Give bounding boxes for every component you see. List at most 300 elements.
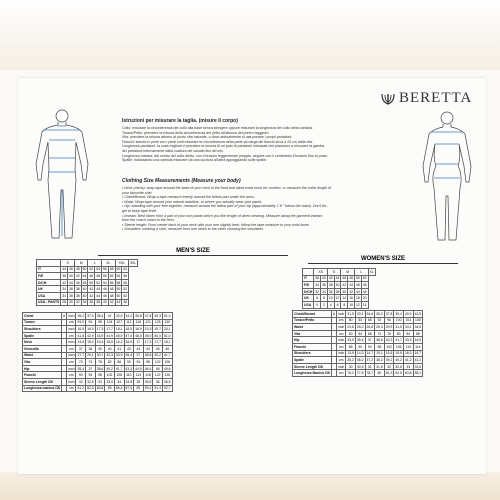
table-cell: 33 — [403, 363, 413, 370]
italian-instructions-title: Istruzioni per misurare la taglia. (misure il corpo) — [122, 118, 238, 124]
table-cell: 106 — [164, 359, 171, 364]
table-cell: 32,5 — [87, 379, 94, 384]
table-row — [23, 313, 173, 320]
table-cell: M — [341, 269, 355, 276]
table-cell: 49,3 — [154, 313, 161, 318]
table-cell: 43 — [134, 345, 144, 352]
row-label: D/CH — [304, 289, 313, 294]
table-cell: 96 — [384, 317, 394, 324]
table-cell: 40 — [82, 287, 87, 292]
table-cell: 50 — [116, 293, 121, 298]
table-cell: 86 — [346, 343, 356, 350]
table-cell: 45,8 — [135, 313, 142, 318]
table-cell: 106 — [116, 373, 123, 378]
table-cell: A — [62, 313, 66, 318]
table-cell: 82 — [105, 359, 115, 366]
table-cell: 10 — [328, 296, 333, 301]
table-cell: 50 — [82, 267, 87, 272]
table-cell: 40,2 — [395, 357, 402, 362]
table-cell: 39,2 — [385, 357, 393, 362]
table-cell: 0 — [314, 301, 321, 308]
english-line: • Hip: standing with your feet together, measure around the fullest part of your hip (approximately 7-8 " below the waist). Don't for- — [122, 204, 328, 209]
row-label: Sleeve Length CB — [23, 378, 62, 385]
english-line: get to keep tape level. — [122, 208, 158, 213]
table-cell: 48 — [75, 267, 80, 272]
table-cell: 2 — [321, 301, 328, 308]
table-cell: 52 — [123, 287, 128, 292]
table-cell: 98 — [95, 319, 105, 326]
table-cell: 18,1 — [163, 340, 171, 345]
table-cell: 102 — [106, 373, 113, 378]
table-cell: 130 — [164, 320, 171, 325]
table-cell: 86,4 — [115, 386, 123, 391]
english-line: your favourite shirt. — [122, 190, 153, 195]
table-cell: inch — [338, 351, 345, 356]
table-cell: A — [332, 311, 336, 316]
table-cell: 12 — [335, 296, 340, 301]
table-cell: 16,6 — [125, 340, 133, 345]
table-cell: 81,3 — [385, 371, 393, 376]
row-label: Fianchi — [23, 372, 62, 379]
table-row — [23, 385, 173, 392]
table-cell: 38,6 — [144, 353, 152, 358]
table-row — [37, 299, 138, 306]
table-cell: 121 — [145, 320, 151, 325]
table-cell: cm — [67, 372, 76, 379]
table-cell: 32,5 — [395, 364, 402, 369]
table-cell: 38 — [335, 289, 340, 294]
table-cell: 90 — [355, 343, 365, 350]
table-row — [303, 275, 376, 282]
table-cell: 80 — [375, 370, 385, 377]
table-cell: 14 — [362, 302, 367, 307]
table-cell: 36 — [69, 293, 73, 298]
table-cell: 82,6 — [87, 386, 94, 391]
row-label: UK — [303, 295, 314, 302]
table-cell: 35,4 — [356, 338, 364, 343]
female-body-figure — [410, 108, 484, 248]
table-cell: 84 — [355, 317, 365, 324]
table-cell: 36,2 — [376, 311, 383, 316]
table-cell: 42,2 — [414, 357, 422, 362]
table-cell: 44,9 — [106, 333, 113, 338]
table-cell: 40,2 — [385, 338, 393, 343]
row-label: Hip — [293, 337, 332, 344]
table-cell: inch — [68, 340, 75, 345]
table-cell: 94 — [134, 359, 144, 366]
table-cell: 33,1 — [356, 311, 364, 316]
table-cell: 50 — [116, 287, 121, 292]
table-row — [23, 372, 173, 379]
table-cell: 42 — [124, 345, 134, 352]
table-cell: 44 — [116, 300, 121, 305]
table-cell: 38 — [75, 293, 80, 298]
table-cell: 42 — [89, 287, 94, 292]
table-cell: cm — [67, 345, 76, 352]
table-cell: 38 — [62, 273, 67, 278]
table-cell: 56 — [123, 273, 128, 278]
table-cell: 85 — [105, 385, 115, 392]
table-cell: 32 — [384, 363, 394, 370]
table-cell: 37,2 — [366, 357, 374, 362]
table-cell: 62 — [123, 267, 128, 272]
table-cell: 77,5 — [356, 371, 364, 376]
table-cell: 18 — [355, 296, 360, 301]
table-cell: 36 — [322, 282, 326, 287]
english-line: • Sleeve length: From center back of your neck with your arm slightly bent, follow the tape measure to your wrist bone. — [122, 222, 310, 227]
table-cell: 17,7 — [106, 326, 113, 331]
table-cell: 116 — [134, 319, 144, 326]
table-cell: 36,2 — [356, 357, 364, 362]
table-cell: XXL — [115, 260, 129, 267]
table-row — [23, 352, 173, 359]
table-cell: 34 — [82, 300, 87, 305]
table-cell: 86 — [114, 359, 124, 366]
row-label: USA - PANTS — [38, 300, 60, 305]
table-cell: 41 — [114, 345, 124, 352]
table-cell: cm — [67, 332, 76, 339]
table-cell: 44 — [69, 280, 73, 285]
table-cell: 14 — [342, 296, 347, 301]
womens-size-title: WOMEN'S SIZE — [308, 256, 458, 264]
table-cell: 40 — [342, 289, 347, 294]
size-header-row — [37, 260, 138, 267]
table-cell: 35,2 — [77, 313, 85, 318]
table-cell: 44 — [96, 293, 100, 298]
table-row — [293, 357, 423, 364]
table-cell: 74 — [86, 359, 96, 366]
table-cell: 54 — [96, 267, 100, 272]
table-cell: 38,6 — [96, 366, 104, 371]
table-cell: 23,6 — [347, 324, 354, 329]
table-cell: 17,3 — [96, 326, 104, 331]
table-cell: 90,2 — [144, 386, 152, 391]
row-label — [303, 269, 314, 276]
table-cell: 44,9 — [135, 366, 142, 371]
table-cell: 80 — [346, 317, 356, 324]
table-cell: XS — [314, 269, 328, 276]
table-cell: 49,6 — [163, 366, 171, 371]
table-cell: 32 — [315, 289, 320, 294]
italian-bullet: Lunghezza pantaloni: la cosa migliore è prendere la misura di un paio di pantaloni indossati che piacciono a misurare la gamba — [122, 144, 324, 149]
size-chart-card — [18, 78, 486, 474]
table-cell: 51,3 — [163, 313, 171, 318]
table-cell: 19,3 — [144, 326, 152, 331]
table-cell: 58 — [116, 280, 121, 285]
table-cell: 42 — [62, 280, 67, 285]
table-cell: 30,5 — [356, 364, 364, 369]
table-cell: cm — [67, 319, 76, 326]
table-cell: 42 — [342, 282, 347, 287]
table-cell: 34 — [322, 289, 326, 294]
table-cell: 10 — [349, 302, 353, 307]
table-cell: 48 — [153, 365, 163, 372]
table-cell: 60 — [346, 330, 356, 337]
table-cell: 106 — [395, 344, 402, 349]
row-label: Hip — [23, 365, 62, 372]
table-cell: inch — [338, 338, 345, 343]
table-cell: 58 — [109, 267, 114, 272]
table-cell: 48 — [349, 276, 353, 281]
table-cell: 48 — [82, 280, 87, 285]
table-cell: 48,0 — [135, 333, 142, 338]
bottom-band — [0, 472, 500, 500]
row-label: Vita — [23, 359, 62, 366]
row-label: Waist — [293, 324, 332, 331]
table-cell: 43,3 — [404, 338, 412, 343]
table-cell: 56 — [109, 280, 114, 285]
table-row — [37, 286, 138, 293]
table-row — [293, 350, 423, 357]
table-cell: 78,7 — [366, 371, 374, 376]
brand-logo — [380, 90, 472, 107]
table-cell: 3XL — [130, 260, 137, 265]
table-cell: 35,2 — [347, 357, 354, 362]
table-cell: 46 — [162, 345, 172, 352]
table-cell: 41,2 — [404, 357, 412, 362]
table-cell: 40,9 — [404, 311, 412, 316]
table-cell: 68 — [365, 330, 375, 337]
table-cell: 38,2 — [376, 357, 383, 362]
male-body-figure — [22, 106, 102, 246]
italian-bullet: dei pantaloni internamente dalla cucitura del cavallo fino all'orlo. — [122, 148, 224, 153]
table-cell: 41,7 — [395, 338, 402, 343]
table-cell: 34,6 — [366, 311, 374, 316]
table-cell: inch — [68, 366, 75, 371]
table-row — [23, 345, 173, 352]
table-cell: 42,5 — [414, 311, 422, 316]
table-cell: XL — [101, 260, 115, 267]
table-cell: 41 — [105, 313, 115, 320]
table-cell: 52 — [109, 273, 114, 278]
table-cell: 16,7 — [414, 351, 422, 356]
table-cell: 94 — [365, 343, 375, 350]
table-cell: 90 — [76, 372, 86, 379]
row-label: Shoulders — [23, 326, 62, 333]
table-cell: 80 — [394, 330, 404, 337]
table-cell: 40 — [322, 276, 326, 281]
table-cell: 52 — [96, 280, 100, 285]
table-cell: 12 — [355, 302, 360, 307]
table-cell: 47,8 — [144, 313, 152, 318]
table-row — [23, 319, 173, 326]
table-cell: 34 — [114, 378, 124, 385]
table-cell: 45,9 — [115, 333, 123, 338]
table-cell: 76 — [384, 330, 394, 337]
table-cell: 33,5 — [414, 364, 422, 369]
table-cell: 44 — [335, 276, 340, 281]
size-header-row — [303, 269, 376, 276]
table-cell: 125 — [154, 320, 161, 325]
table-cell: 44 — [96, 287, 100, 292]
table-cell: 37 — [365, 337, 375, 344]
row-label: Fianchi — [293, 343, 332, 350]
table-cell: 108 — [415, 318, 421, 323]
table-cell: 36,5 — [163, 379, 171, 384]
table-cell: 104 — [405, 318, 412, 323]
table-row — [293, 317, 423, 324]
table-cell: 46 — [342, 276, 347, 281]
table-cell: 44 — [82, 273, 87, 278]
table-cell: 54 — [102, 280, 107, 285]
english-instructions-title: Clothing Size Measurements (Measure your body) — [122, 178, 241, 184]
table-cell: 30,7 — [96, 353, 104, 358]
row-label: Vita — [293, 330, 332, 337]
table-cell: 37 — [86, 365, 96, 372]
table-cell: 29,1 — [87, 353, 94, 358]
table-cell: L — [354, 269, 368, 276]
table-cell: 8 — [321, 295, 328, 302]
table-cell: 48 — [109, 287, 114, 292]
table-cell: inch — [68, 353, 75, 358]
table-cell: 98 — [95, 372, 105, 379]
table-cell: 40 — [105, 345, 115, 352]
table-cell: 122 — [154, 373, 161, 378]
table-cell: cm — [337, 343, 346, 350]
table-cell: 31,5 — [376, 364, 383, 369]
table-cell: 76,2 — [347, 371, 354, 376]
row-label: IT — [303, 275, 314, 282]
table-cell: 36 — [328, 289, 333, 294]
table-cell: 34,5 — [125, 379, 133, 384]
table-cell: 51,0 — [163, 333, 171, 338]
table-cell: 8 — [341, 301, 348, 308]
row-label: F/E — [37, 273, 61, 280]
table-cell: 56 — [102, 267, 107, 272]
table-cell: 81,2 — [77, 386, 85, 391]
table-cell: 94 — [86, 372, 96, 379]
english-line: • Neck (mens): wrap tape around the base of your neck in the front and allow extra room for comfort, or measure the collar length of — [122, 186, 331, 190]
table-cell: cm — [337, 330, 346, 337]
table-cell: 30 — [69, 300, 73, 305]
table-cell: S — [61, 260, 75, 267]
table-cell: 44 — [143, 345, 153, 352]
table-cell: 34,6 — [414, 324, 422, 329]
english-line: • Shoulders: wearing a shirt, measure from one seam to the other crossing the shoulders. — [122, 227, 264, 232]
table-row — [303, 295, 376, 302]
table-cell: 31,5 — [395, 324, 402, 329]
table-cell: 44 — [355, 289, 360, 294]
table-cell: 88 — [413, 330, 423, 337]
row-label: Spalle — [23, 332, 62, 339]
table-cell: 16,3 — [404, 351, 412, 356]
table-cell: 54 — [116, 273, 121, 278]
table-cell: 25,2 — [356, 324, 364, 329]
table-cell: L — [88, 260, 102, 267]
table-cell: 18,9 — [135, 326, 142, 331]
italian-bullet: Fianchi: stando in piedi con i piedi uniti misurare la circonferenza della parte più larga dei fianchi circa a 20 cm dalla vita. — [122, 139, 314, 144]
table-cell: 64 — [355, 330, 365, 337]
table-cell: 46 — [123, 300, 128, 305]
table-row — [293, 324, 423, 331]
table-cell: 38,6 — [376, 338, 383, 343]
table-cell: 114 — [134, 372, 144, 379]
table-row — [293, 343, 423, 350]
table-row — [23, 359, 173, 366]
row-label: D/CH — [37, 279, 61, 286]
table-cell: 15,8 — [106, 340, 113, 345]
table-cell: 46 — [69, 267, 73, 272]
table-cell: 44,2 — [125, 313, 133, 318]
table-cell: 36 — [153, 378, 163, 385]
table-cell: 38 — [75, 287, 80, 292]
table-cell: 52 — [123, 293, 128, 298]
table-cell: 84 — [403, 330, 413, 337]
row-label: Sleeve Length CB — [293, 363, 332, 370]
table-cell: 87,6 — [125, 386, 133, 391]
table-cell: 28 — [62, 300, 67, 305]
table-cell: 100 — [395, 318, 402, 323]
row-label: Chest/Breast — [293, 311, 332, 318]
table-cell: inch — [338, 324, 345, 329]
italian-bullet: Torace/Petto: prendere la misura della circonferenza del petto all'altezza del punto maggiore. — [122, 130, 270, 135]
table-cell: 16,5 — [77, 326, 85, 331]
row-label: Girocollo — [23, 345, 62, 352]
italian-bullet: Spalle: indossando una camicia misurare da una cucitura all'altra appoggiando sulle spalle. — [122, 158, 267, 163]
table-cell: 50 — [102, 273, 107, 278]
row-label: Lunghezza manica CB — [24, 386, 60, 391]
table-cell: 41,8 — [77, 333, 85, 338]
row-label: Torace/Petto — [293, 317, 332, 324]
table-cell: 16,2 — [115, 340, 123, 345]
table-cell: 6 — [314, 295, 321, 302]
table-cell: 40 — [102, 300, 107, 305]
table-cell: XL — [369, 269, 374, 274]
table-cell: 29,9 — [385, 324, 393, 329]
table-cell: 20 — [362, 296, 367, 301]
table-cell: 49,0 — [144, 333, 152, 338]
english-line: • Chest/Breast: Wrap a tape measure evenly around the fullest part under the arms. — [122, 195, 255, 200]
table-cell: 37,8 — [385, 311, 393, 316]
mens-size-title: MEN'S SIZE — [98, 248, 288, 256]
row-label: Torace — [23, 319, 62, 326]
table-cell: 88 — [365, 317, 375, 324]
table-cell: S — [327, 269, 341, 276]
table-cell: 40,2 — [106, 366, 113, 371]
table-row — [37, 266, 138, 273]
table-row — [293, 311, 423, 318]
table-cell: 43,9 — [96, 333, 104, 338]
table-cell: 46 — [75, 280, 80, 285]
table-cell: 42 — [109, 300, 114, 305]
table-cell: 15,5 — [385, 351, 393, 356]
table-cell: 36 — [89, 300, 94, 305]
table-cell: 50 — [355, 276, 360, 281]
table-cell: 39,4 — [395, 311, 402, 316]
table-cell: 38 — [315, 276, 320, 281]
table-cell: 20,1 — [163, 326, 171, 331]
table-cell: 40 — [335, 282, 340, 287]
table-cell: 118 — [143, 372, 153, 379]
table-cell: 17 — [134, 339, 144, 346]
table-cell: 38,4 — [96, 313, 104, 318]
row-label: Neck — [23, 339, 62, 346]
table-cell: 31 — [365, 363, 375, 370]
table-cell: 16,9 — [87, 326, 94, 331]
table-cell: 13,9 — [347, 351, 354, 356]
italian-instructions — [122, 118, 402, 163]
table-cell: 37 — [76, 345, 86, 352]
table-cell: 18,1 — [115, 326, 123, 331]
table-row — [293, 337, 423, 344]
table-cell: 15,1 — [376, 351, 383, 356]
table-cell: 39 — [95, 345, 105, 352]
table-cell: 83,8 — [404, 371, 412, 376]
table-cell: 42 — [328, 276, 333, 281]
table-cell: cm — [67, 385, 76, 392]
table-cell: 46,4 — [144, 366, 152, 371]
womens-measurement-table — [292, 310, 423, 377]
